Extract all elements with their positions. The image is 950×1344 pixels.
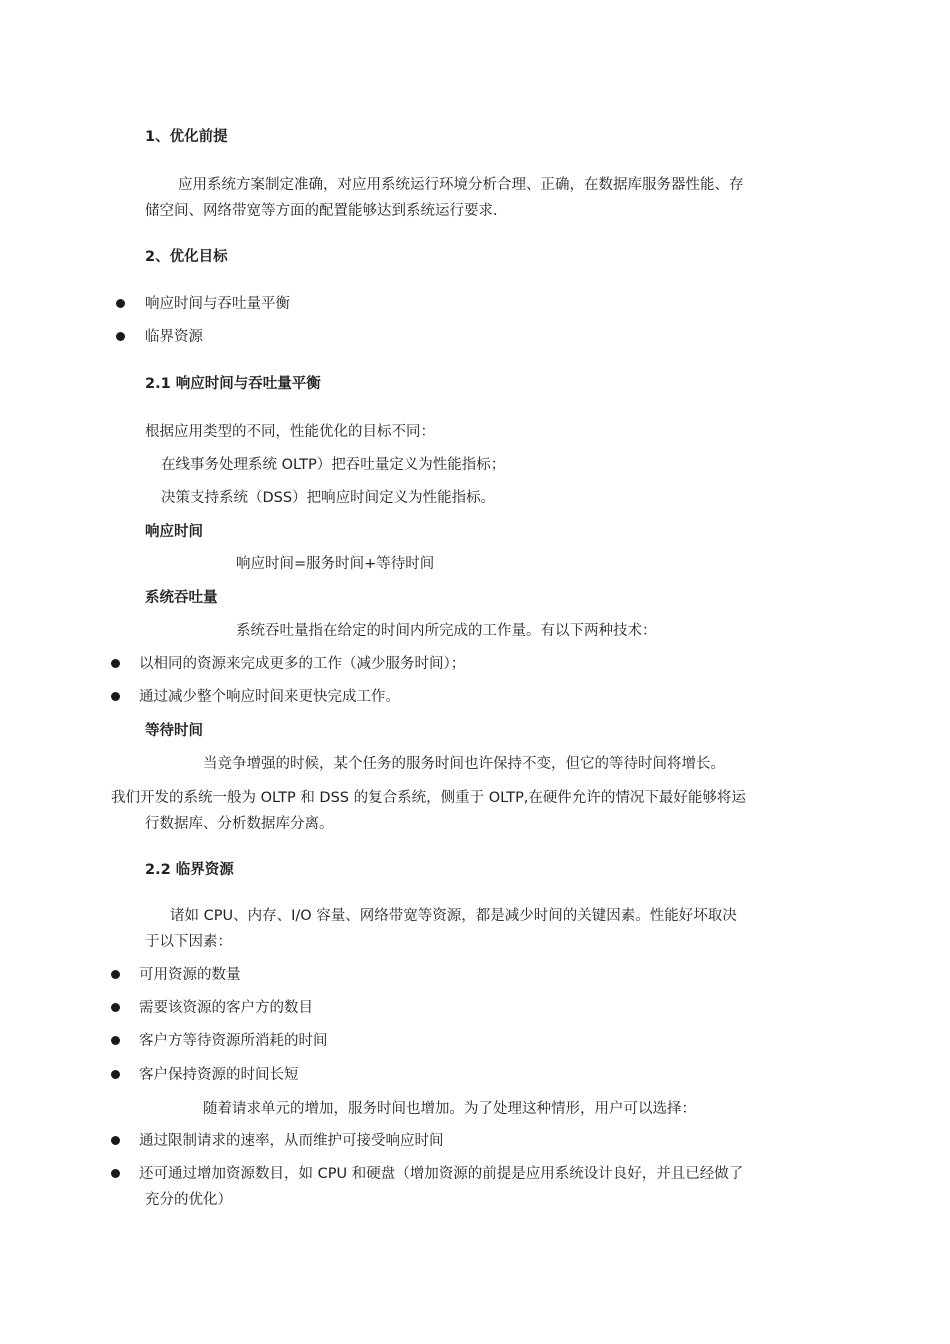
option-item-continuation: 充分的优化） — [145, 1192, 232, 1208]
factor-item: 可用资源的数量 — [139, 967, 241, 983]
section-2-1-intro: 根据应用类型的不同，性能优化的目标不同： — [145, 424, 435, 440]
response-time-formula: 响应时间=服务时间+等待时间 — [236, 556, 435, 572]
section-1-paragraph-line-2: 储空间、网络带宽等方面的配置能够达到系统运行要求. — [145, 203, 498, 219]
bullet-icon — [111, 1136, 120, 1145]
factor-item: 客户保持资源的时间长短 — [139, 1067, 299, 1083]
throughput-item: 以相同的资源来完成更多的工作（减少服务时间）； — [139, 656, 466, 672]
wait-time-title: 等待时间 — [145, 723, 203, 739]
section-2-1-title: 2.1 响应时间与吞吐量平衡 — [145, 376, 321, 392]
section-2-2-paragraph-line-1: 诸如 CPU、内存、I/O 容量、网络带宽等资源，都是减少时间的关键因素。性能好坏取决 — [170, 908, 737, 924]
bullet-icon — [111, 970, 120, 979]
throughput-title: 系统吞吐量 — [145, 590, 218, 606]
dss-definition: 决策支持系统（DSS）把响应时间定义为性能指标。 — [161, 490, 496, 506]
bullet-icon — [111, 659, 120, 668]
system-paragraph-line-1: 我们开发的系统一般为 OLTP 和 DSS 的复合系统，侧重于 OLTP,在硬件允许的情况下最好能够将运 — [111, 790, 746, 806]
bullet-icon — [111, 1003, 120, 1012]
factor-item: 客户方等待资源所消耗的时间 — [139, 1033, 328, 1049]
bullet-icon — [116, 332, 125, 341]
oltp-definition: 在线事务处理系统 OLTP）把吞吐量定义为性能指标； — [161, 457, 506, 473]
section-2-2-title: 2.2 临界资源 — [145, 862, 234, 878]
bullet-icon — [111, 1070, 120, 1079]
throughput-description: 系统吞吐量指在给定的时间内所完成的工作量。有以下两种技术： — [236, 623, 657, 639]
throughput-item: 通过减少整个响应时间来更快完成工作。 — [139, 689, 400, 705]
section-2-2-paragraph-line-2: 于以下因素： — [145, 934, 232, 950]
bullet-icon — [111, 1169, 120, 1178]
bullet-icon — [111, 692, 120, 701]
section-1-paragraph-line-1: 应用系统方案制定准确，对应用系统运行环境分析合理、正确，在数据库服务器性能、存 — [178, 177, 744, 193]
system-paragraph-line-2: 行数据库、分析数据库分离。 — [145, 816, 334, 832]
goal-item: 临界资源 — [145, 329, 203, 345]
wait-time-description: 当竞争增强的时候，某个任务的服务时间也许保持不变，但它的等待时间将增长。 — [203, 756, 725, 772]
bullet-icon — [116, 299, 125, 308]
option-item: 还可通过增加资源数目，如 CPU 和硬盘（增加资源的前提是应用系统设计良好，并且已经做了 — [139, 1166, 744, 1182]
goal-item: 响应时间与吞吐量平衡 — [145, 296, 290, 312]
response-time-title: 响应时间 — [145, 524, 203, 540]
section-1-title: 1、优化前提 — [145, 129, 228, 145]
growth-description: 随着请求单元的增加，服务时间也增加。为了处理这种情形，用户可以选择： — [203, 1101, 696, 1117]
option-item: 通过限制请求的速率，从而维护可接受响应时间 — [139, 1133, 444, 1149]
factor-item: 需要该资源的客户方的数目 — [139, 1000, 313, 1016]
section-2-title: 2、优化目标 — [145, 249, 228, 265]
bullet-icon — [111, 1036, 120, 1045]
